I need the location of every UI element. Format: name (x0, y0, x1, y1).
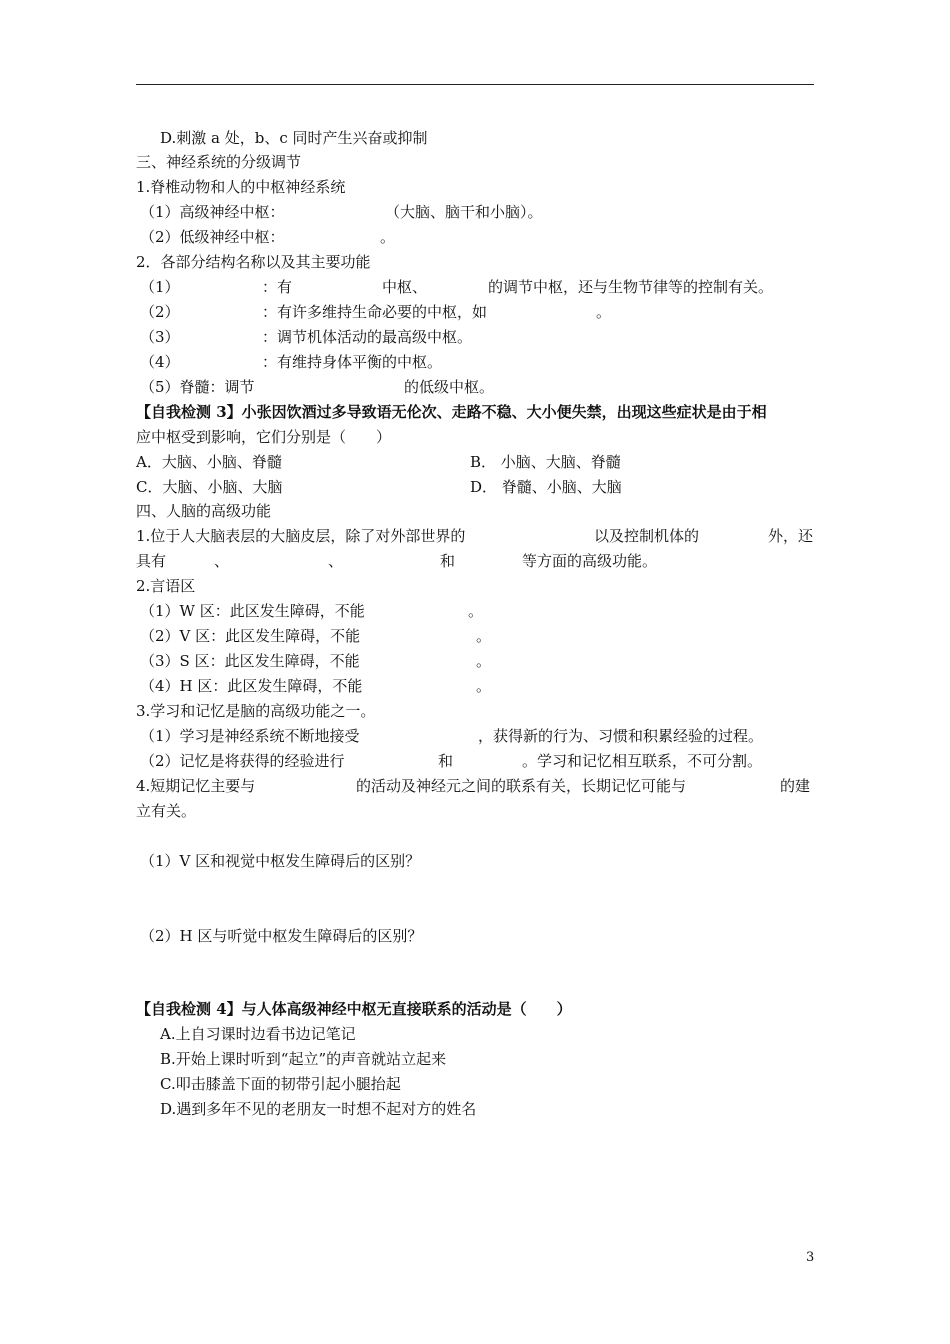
speech-area-v: （2）V 区：此区发生障碍，不能 (140, 627, 361, 645)
speech-area-h-dot: 。 (476, 677, 492, 695)
check4-option-d: D.遇到多年不见的老朋友一时想不起对方的姓名 (160, 1100, 477, 1118)
speech-area-w-dot: 。 (468, 602, 484, 620)
sec3-i2a: （2） (140, 303, 180, 321)
sec3-p1-1a: （1）高级神经中枢： (140, 203, 285, 221)
speech-area-s: （3）S 区：此区发生障碍，不能 (140, 652, 360, 670)
sec4-p1h: 等方面的高级功能。 (522, 552, 658, 570)
sec4-p3-2b: 和 (438, 752, 454, 770)
option-d-prev: D.刺激 a 处，b、c 同时产生兴奋或抑制 (160, 129, 428, 147)
sec4-p4d: 立有关。 (136, 802, 197, 820)
check3-option-a: A．大脑、小脑、脊髓 (136, 453, 282, 471)
sec4-p1d: 具有 (136, 552, 167, 570)
check4-line1: 【自我检测 4】与人体高级神经中枢无直接联系的活动是（ ） (136, 1000, 572, 1018)
sec4-p3-2a: （2）记忆是将获得的经验进行 (140, 752, 345, 770)
sec4-question-2: （2）H 区与听觉中枢发生障碍后的区别？ (140, 927, 423, 945)
sec3-p1-2a: （2）低级神经中枢： (140, 228, 285, 246)
sec4-p1f: 、 (328, 552, 344, 570)
sec3-i3b: ：调节机体活动的最高级中枢。 (262, 328, 473, 346)
page-number: 3 (806, 1250, 815, 1265)
sec4-p3-2c: 。学习和记忆相互联系，不可分割。 (522, 752, 763, 770)
sec3-p1-1b: （大脑、脑干和小脑）。 (385, 203, 543, 221)
sec4-p1g: 和 (440, 552, 456, 570)
sec3-i1c: 中枢、 (382, 278, 428, 296)
sec3-i4b: ：有维持身体平衡的中枢。 (262, 353, 443, 371)
section-3-heading: 三、神经系统的分级调节 (136, 153, 302, 171)
sec3-i1b: ：有 (262, 278, 293, 296)
sec3-p1: 1.脊椎动物和人的中枢神经系统 (136, 178, 346, 196)
speech-area-v-dot: 。 (476, 627, 492, 645)
check3-option-d: D． 脊髓、小脑、大脑 (470, 478, 622, 496)
sec3-p2: 2．各部分结构名称以及其主要功能 (136, 253, 371, 271)
check3-option-b: B． 小脑、大脑、脊髓 (470, 453, 621, 471)
check3-option-c: C．大脑、小脑、大脑 (136, 478, 283, 496)
check4-option-a: A.上自习课时边看书边记笔记 (160, 1025, 356, 1043)
sec3-p1-2b: 。 (380, 228, 396, 246)
speech-area-w: （1）W 区：此区发生障碍，不能 (140, 602, 365, 620)
sec4-p1c: 外，还 (768, 527, 814, 545)
sec3-i2c: 。 (596, 303, 612, 321)
sec3-i3a: （3） (140, 328, 180, 346)
sec4-p1e: 、 (214, 552, 230, 570)
sec4-p3-1b: ，获得新的行为、习惯和积累经验的过程。 (478, 727, 764, 745)
check3-line1: 【自我检测 3】小张因饮酒过多导致语无伦次、走路不稳、大小便失禁，出现这些症状是由于相 (136, 403, 767, 421)
sec4-p3-1a: （1）学习是神经系统不断地接受 (140, 727, 360, 745)
sec3-i5a: （5）脊髓：调节 (140, 378, 255, 396)
sec4-p4a: 4.短期记忆主要与 (136, 777, 256, 795)
section-4-heading: 四、人脑的高级功能 (136, 502, 272, 520)
sec4-p4b: 的活动及神经元之间的联系有关，长期记忆可能与 (356, 777, 687, 795)
sec4-p3: 3.学习和记忆是脑的高级功能之一。 (136, 702, 376, 720)
sec3-i1a: （1） (140, 278, 180, 296)
check4-option-b: B.开始上课时听到“起立”的声音就站立起来 (160, 1050, 447, 1068)
sec4-p1a: 1.位于人大脑表层的大脑皮层，除了对外部世界的 (136, 527, 466, 545)
sec3-i1d: 的调节中枢，还与生物节律等的控制有关。 (488, 278, 774, 296)
speech-area-h: （4）H 区：此区发生障碍，不能 (140, 677, 363, 695)
check3-line2: 应中枢受到影响，它们分别是（ ） (136, 428, 392, 446)
sec3-i5b: 的低级中枢。 (404, 378, 495, 396)
sec4-p1b: 以及控制机体的 (594, 527, 700, 545)
sec3-i2b: ：有许多维持生命必要的中枢，如 (262, 303, 488, 321)
sec3-i4a: （4） (140, 353, 180, 371)
check4-option-c: C.叩击膝盖下面的韧带引起小腿抬起 (160, 1075, 401, 1093)
speech-area-s-dot: 。 (476, 652, 492, 670)
header-rule (136, 84, 814, 85)
sec4-p4c: 的建 (780, 777, 811, 795)
sec4-question-1: （1）V 区和视觉中枢发生障碍后的区别？ (140, 852, 421, 870)
sec4-p2: 2.言语区 (136, 577, 196, 595)
